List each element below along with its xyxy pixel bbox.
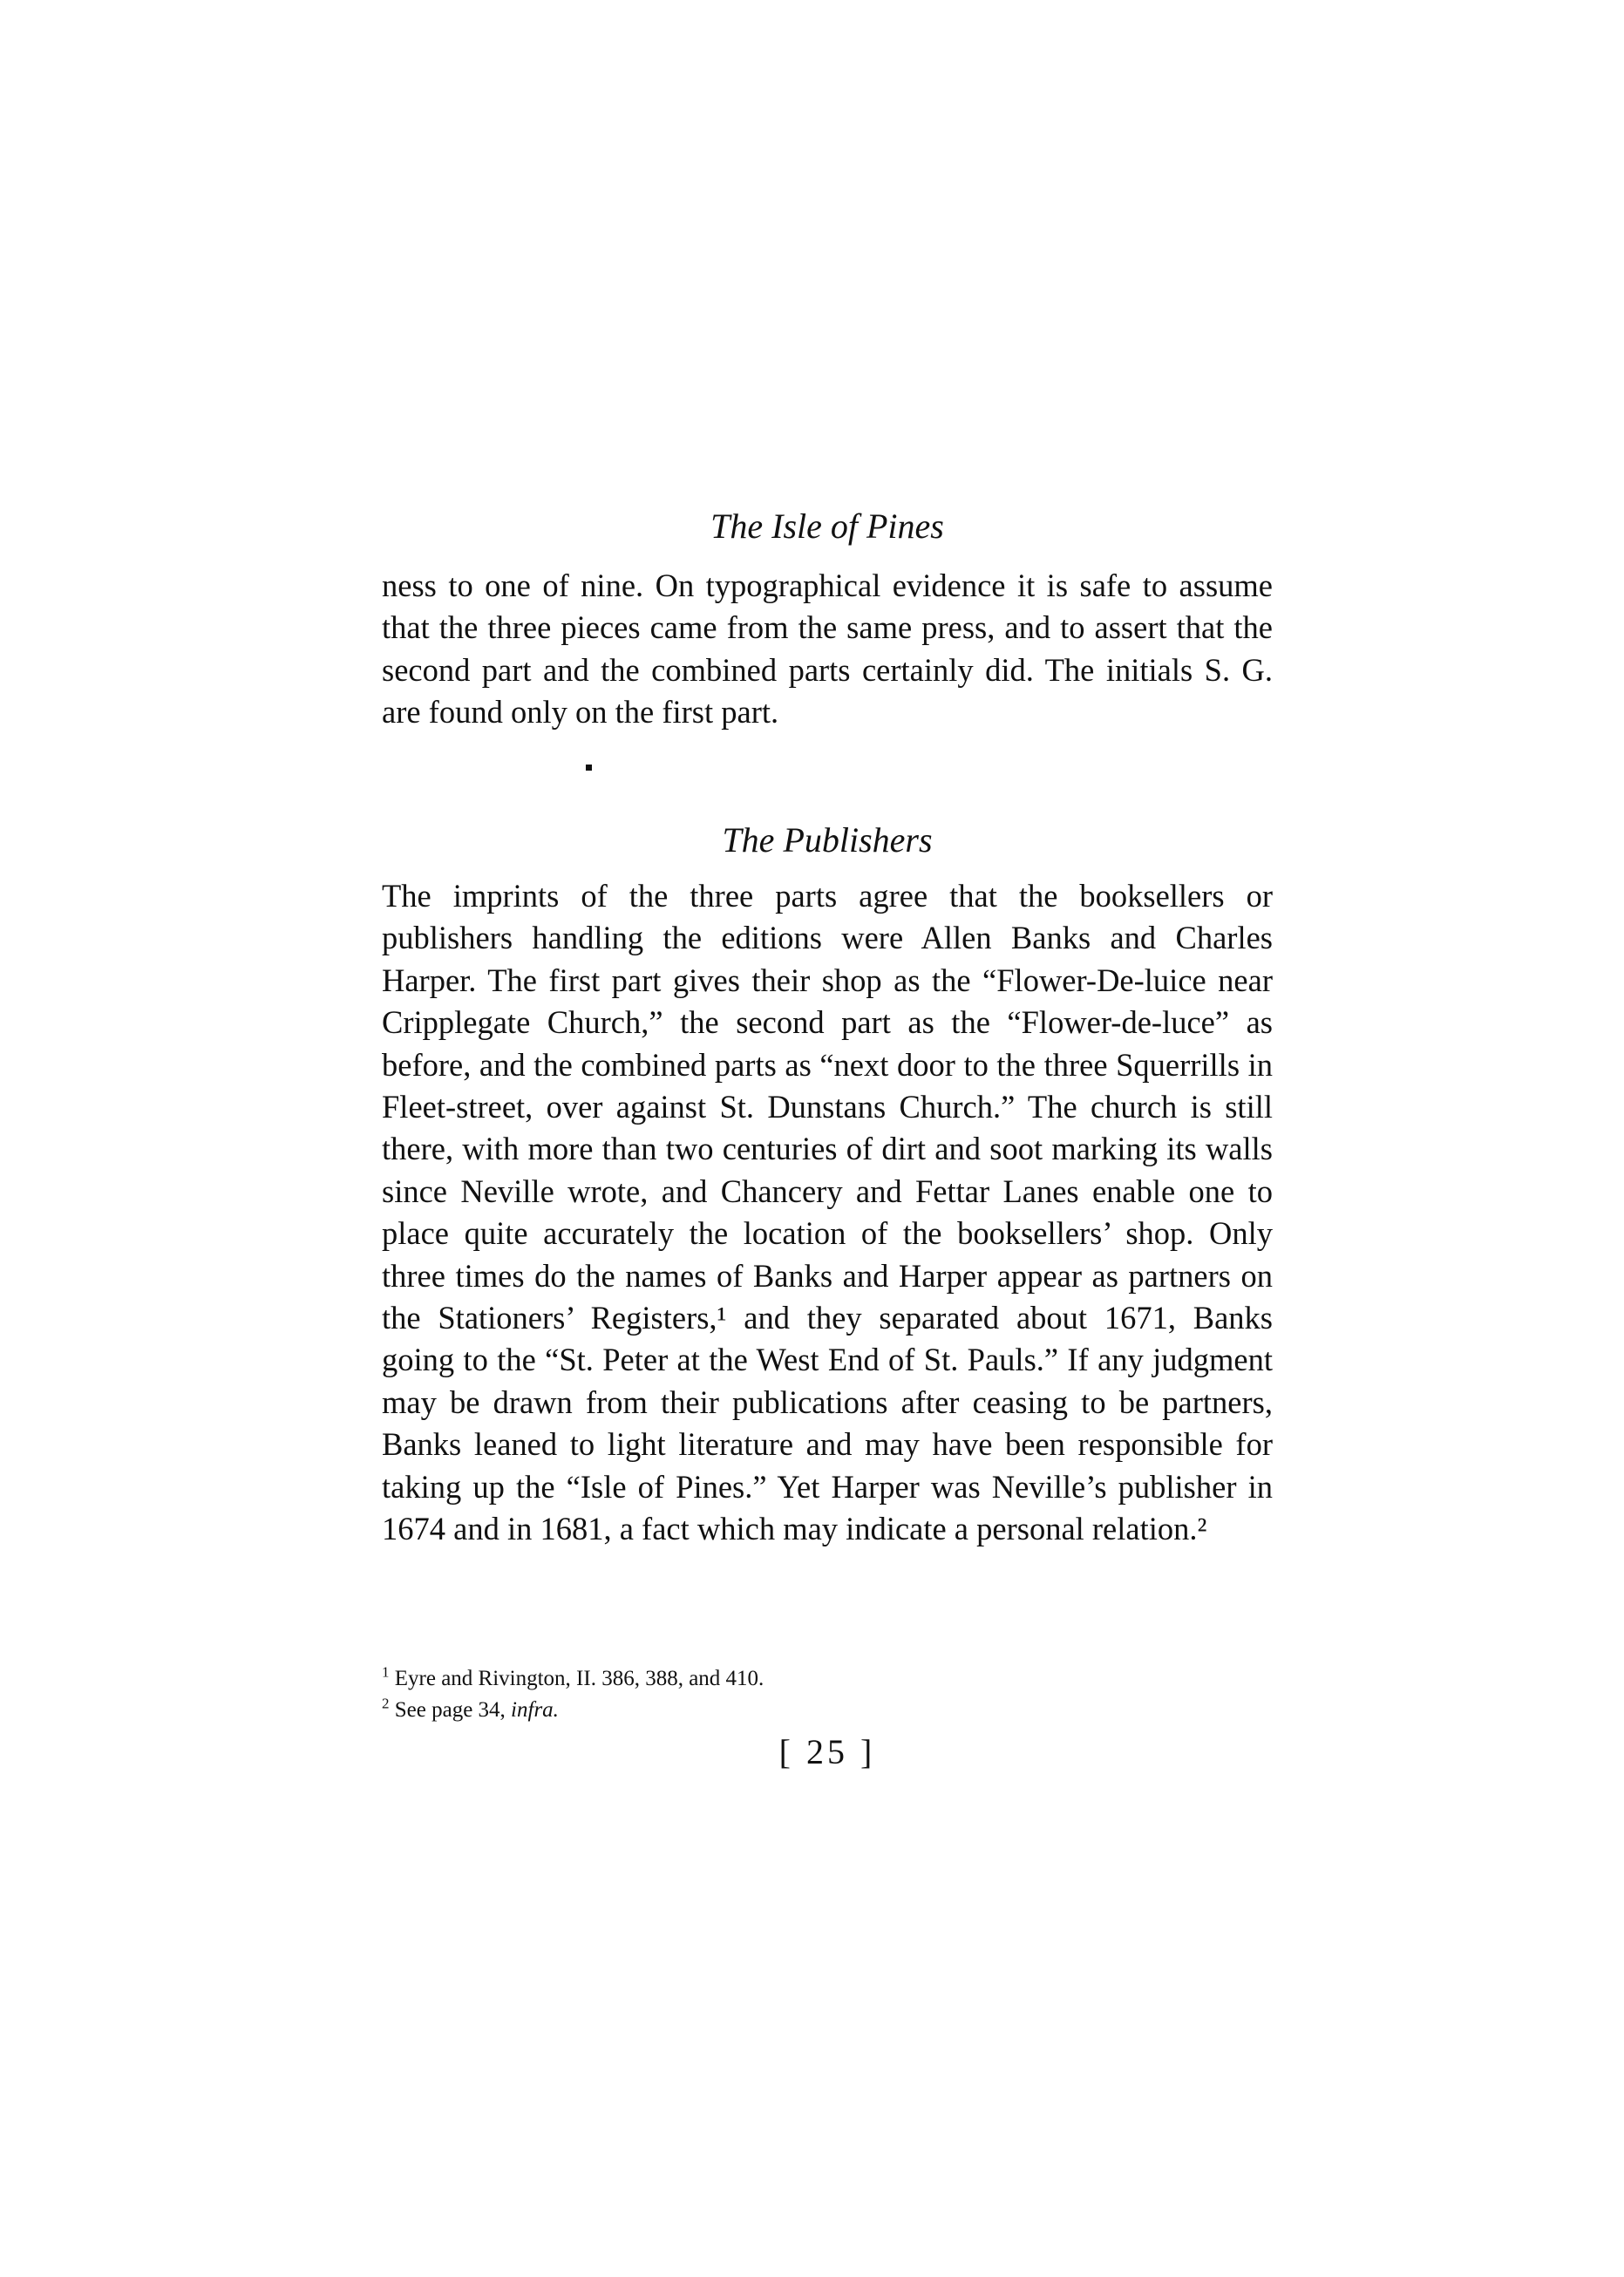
page-number: [ 25 ] <box>778 1732 876 1771</box>
footnote-2 <box>382 1695 1273 1726</box>
footnote-text: See page 34, <box>394 1698 512 1722</box>
continued-paragraph <box>382 565 1273 734</box>
section-paragraph <box>382 875 1273 1551</box>
paragraph-text: The imprints of the three parts agree that the booksellers or publishers handling the editions were Allen Banks and Charles Harper. The first part gives their shop as the “Flower-De-luice near Cripplegate Church,” the second part as the “Flower-de-luce” as before, and the combined parts as “next door to the three Squerrills in Fleet-street, over against St. Dunstans Church.” The church is still there, with more than two centuries of dirt and soot marking its walls since Neville wrote, and Chancery and Fettar Lanes enable one to place quite accurately the location of the booksellers’ shop. Only three times do the names of Banks and Harper appear as partners on the Stationers’ Registers,¹ and they separated about 1671, Banks going to the “St. Peter at the West End of St. Pauls.” If any judgment may be drawn from their publications after ceasing to be partners, Banks leaned to light literature and may have been responsible for taking up the “Isle of Pines.” Yet Harper was Neville’s publisher in 1674 and in 1681, a fact which may indicate a personal relation.² <box>382 878 1273 1547</box>
footnote-marker: 2 <box>382 1695 390 1712</box>
footnote-marker: 1 <box>382 1663 390 1681</box>
running-head: The Isle of Pines <box>710 506 944 546</box>
footnote-text: Eyre and Rivington, II. 386, 388, and 410. <box>394 1667 764 1690</box>
footnote-1 <box>382 1663 1273 1695</box>
paragraph-text: ness to one of nine. On typographical evidence it is safe to assume that the three pieces came from the same press, and to assert that the second part and the combined parts certainly did. The initials S. G. are found only on the first part. <box>382 568 1273 731</box>
footnotes <box>382 1663 1273 1726</box>
stray-dot-mark <box>586 765 592 771</box>
footnote-italic: infra. <box>511 1698 559 1722</box>
section-title: The Publishers <box>722 820 933 860</box>
